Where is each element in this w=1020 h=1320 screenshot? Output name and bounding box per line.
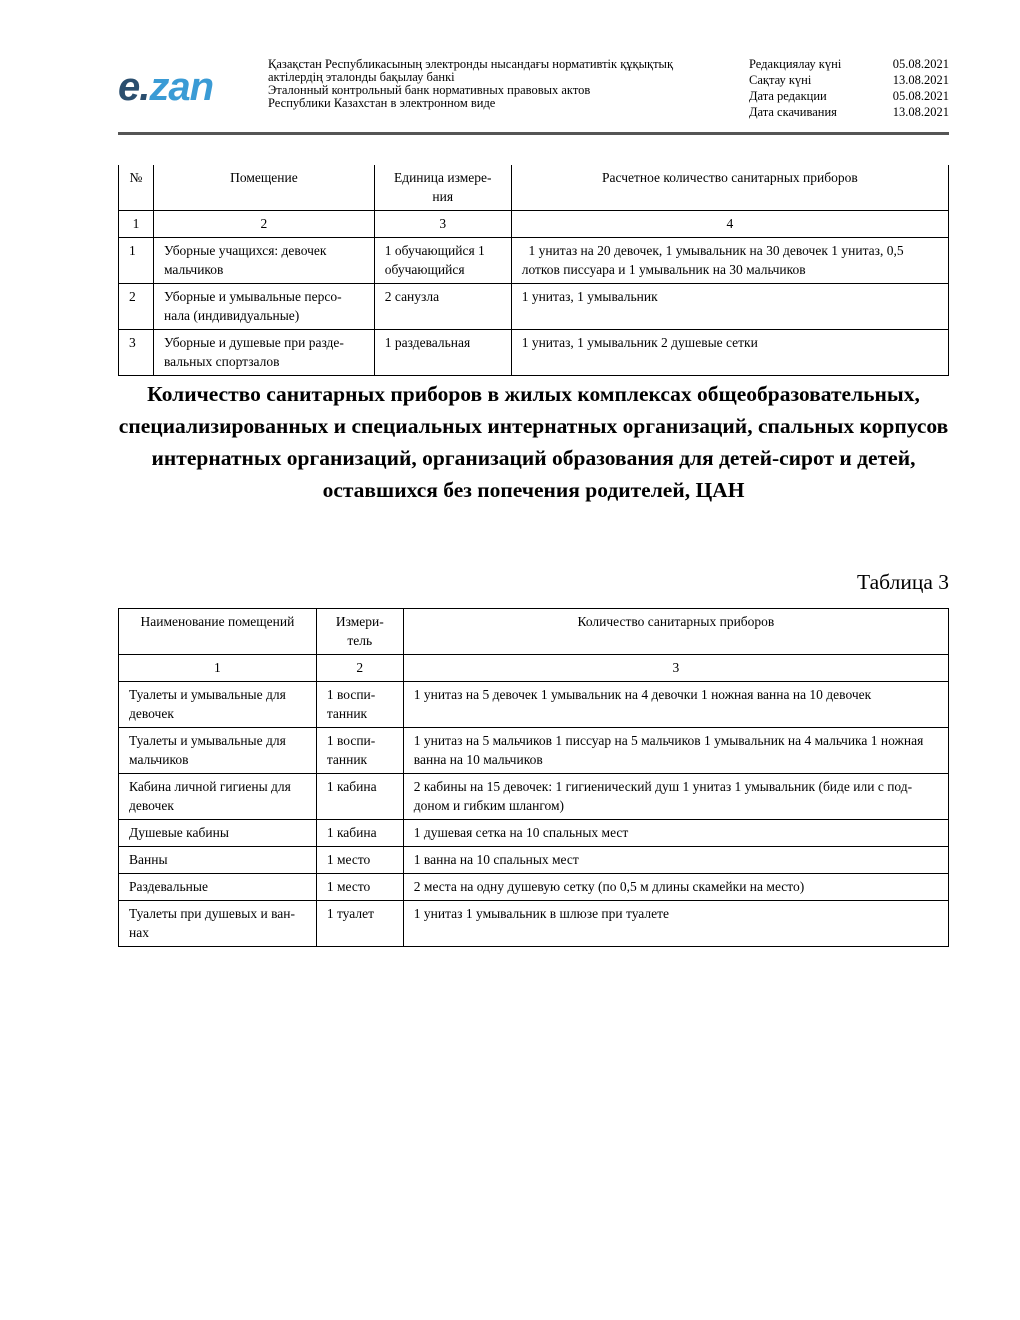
date-value: 05.08.2021 [892,57,949,71]
column-number: 1 [119,211,154,238]
table-cell: 3 [119,330,154,376]
table-cell: Ванны [119,847,317,874]
table-row [119,820,949,847]
table-cell: 2 [119,284,154,330]
table-cell: 1 воспи- танник [316,682,403,728]
header-dates [749,56,949,120]
table-cell: 1 раздевальная [374,330,511,376]
column-header: Единица измере- ния [374,165,511,211]
table-cell: Туалеты и умывальные для мальчиков [119,728,317,774]
date-value: 05.08.2021 [892,89,949,103]
header-org-line: актілердің эталонды бақылау банкі [268,70,455,84]
table-row [119,238,949,284]
column-number-row [119,211,949,238]
table-cell: Кабина личной гигиены для девочек [119,774,317,820]
table-row [119,847,949,874]
table-cell: 1 воспи- танник [316,728,403,774]
header-org-line: Қазақстан Республикасының электронды нысандағы нормативтік құқықтық [268,57,674,71]
column-header: Количество санитарных приборов [403,609,948,655]
header-organization [268,58,728,110]
table-cell: Душевые кабины [119,820,317,847]
header-date-row [749,72,949,88]
column-header: Расчетное количество санитарных приборов [511,165,948,211]
table-cell: 1 унитаз 1 умывальник в шлюзе при туалете [403,901,948,947]
date-label: Редакциялау күні [749,57,842,71]
table-cell: 1 душевая сетка на 10 спальных мест [403,820,948,847]
table-header-row [119,609,949,655]
table-cell: 1 унитаз на 5 мальчиков 1 писсуар на 5 мальчиков 1 умывальник на 4 мальчика 1 ножная ванна на 10 мальчиков [403,728,948,774]
table-cell: 1 кабина [316,774,403,820]
header-org-line: Республики Казахстан в электронном виде [268,96,496,110]
date-label: Дата редакции [749,89,827,103]
table-cell: 1 [119,238,154,284]
date-value: 13.08.2021 [892,73,949,87]
header-date-row [749,56,949,72]
date-value: 13.08.2021 [892,105,949,119]
document-header [118,52,949,136]
column-number: 1 [119,655,317,682]
header-date-row [749,88,949,104]
ezan-logo: e.zan [118,65,214,109]
column-header: Помещение [153,165,374,211]
header-org-line: Эталонный контрольный банк нормативных правовых актов [268,83,591,97]
table-cell: 1 ванна на 10 спальных мест [403,847,948,874]
date-label: Сақтау күні [749,73,812,87]
table-cell: 2 места на одну душевую сетку (по 0,5 м длины скамейки на место) [403,874,948,901]
table-cell: 1 место [316,847,403,874]
table-cell: 1 кабина [316,820,403,847]
table-caption: Таблица 3 [857,570,949,594]
table-row [119,728,949,774]
column-header: № [119,165,154,211]
table-cell: 1 туалет [316,901,403,947]
date-label: Дата скачивания [749,105,837,119]
table-row [119,682,949,728]
table-cell: Уборные и душевые при разде- вальных спортзалов [153,330,374,376]
table-cell: Раздевальные [119,874,317,901]
table-cell: 1 унитаз, 1 умывальник [511,284,948,330]
column-number: 3 [374,211,511,238]
column-number: 4 [511,211,948,238]
table-cell: Уборные учащихся: девочек мальчиков [153,238,374,284]
column-header: Измери- тель [316,609,403,655]
section-title: Количество санитарных приборов в жилых комплексах общеобразовательных, специализированных и специальных интернатных организаций, спальных корпусов интернатных организаций, организаций образования для детей-сирот и детей, оставшихся без попечения родителей, ЦАН [118,382,949,502]
table-row [119,874,949,901]
table-cell: 1 унитаз, 1 умывальник 2 душевые сетки [511,330,948,376]
header-divider [118,132,949,135]
table-header-row [119,165,949,211]
table-cell: Туалеты и умывальные для девочек [119,682,317,728]
sanitary-table-3 [118,608,949,947]
table-cell: 1 унитаз на 5 девочек 1 умывальник на 4 девочки 1 ножная ванна на 10 девочек [403,682,948,728]
header-date-row [749,104,949,120]
column-number-row [119,655,949,682]
table-cell: 1 место [316,874,403,901]
column-number: 3 [403,655,948,682]
table-cell: 1 обучающийся 1 обучающийся [374,238,511,284]
table-cell: Туалеты при душевых и ван- нах [119,901,317,947]
sanitary-table-1 [118,165,949,376]
table-cell: Уборные и умывальные персо- нала (индивидуальные) [153,284,374,330]
table-row [119,284,949,330]
table-cell: 2 кабины на 15 девочек: 1 гигиенический душ 1 унитаз 1 умывальник (биде или с под- доном и гибким шлангом) [403,774,948,820]
column-number: 2 [153,211,374,238]
table-row [119,901,949,947]
table-row [119,330,949,376]
column-number: 2 [316,655,403,682]
table-row [119,774,949,820]
table-cell: 2 санузла [374,284,511,330]
column-header: Наименование помещений [119,609,317,655]
table-cell: 1 унитаз на 20 девочек, 1 умывальник на 30 девочек 1 унитаз, 0,5 лотков писсуара и 1 умывальник на 30 мальчиков [511,238,948,284]
